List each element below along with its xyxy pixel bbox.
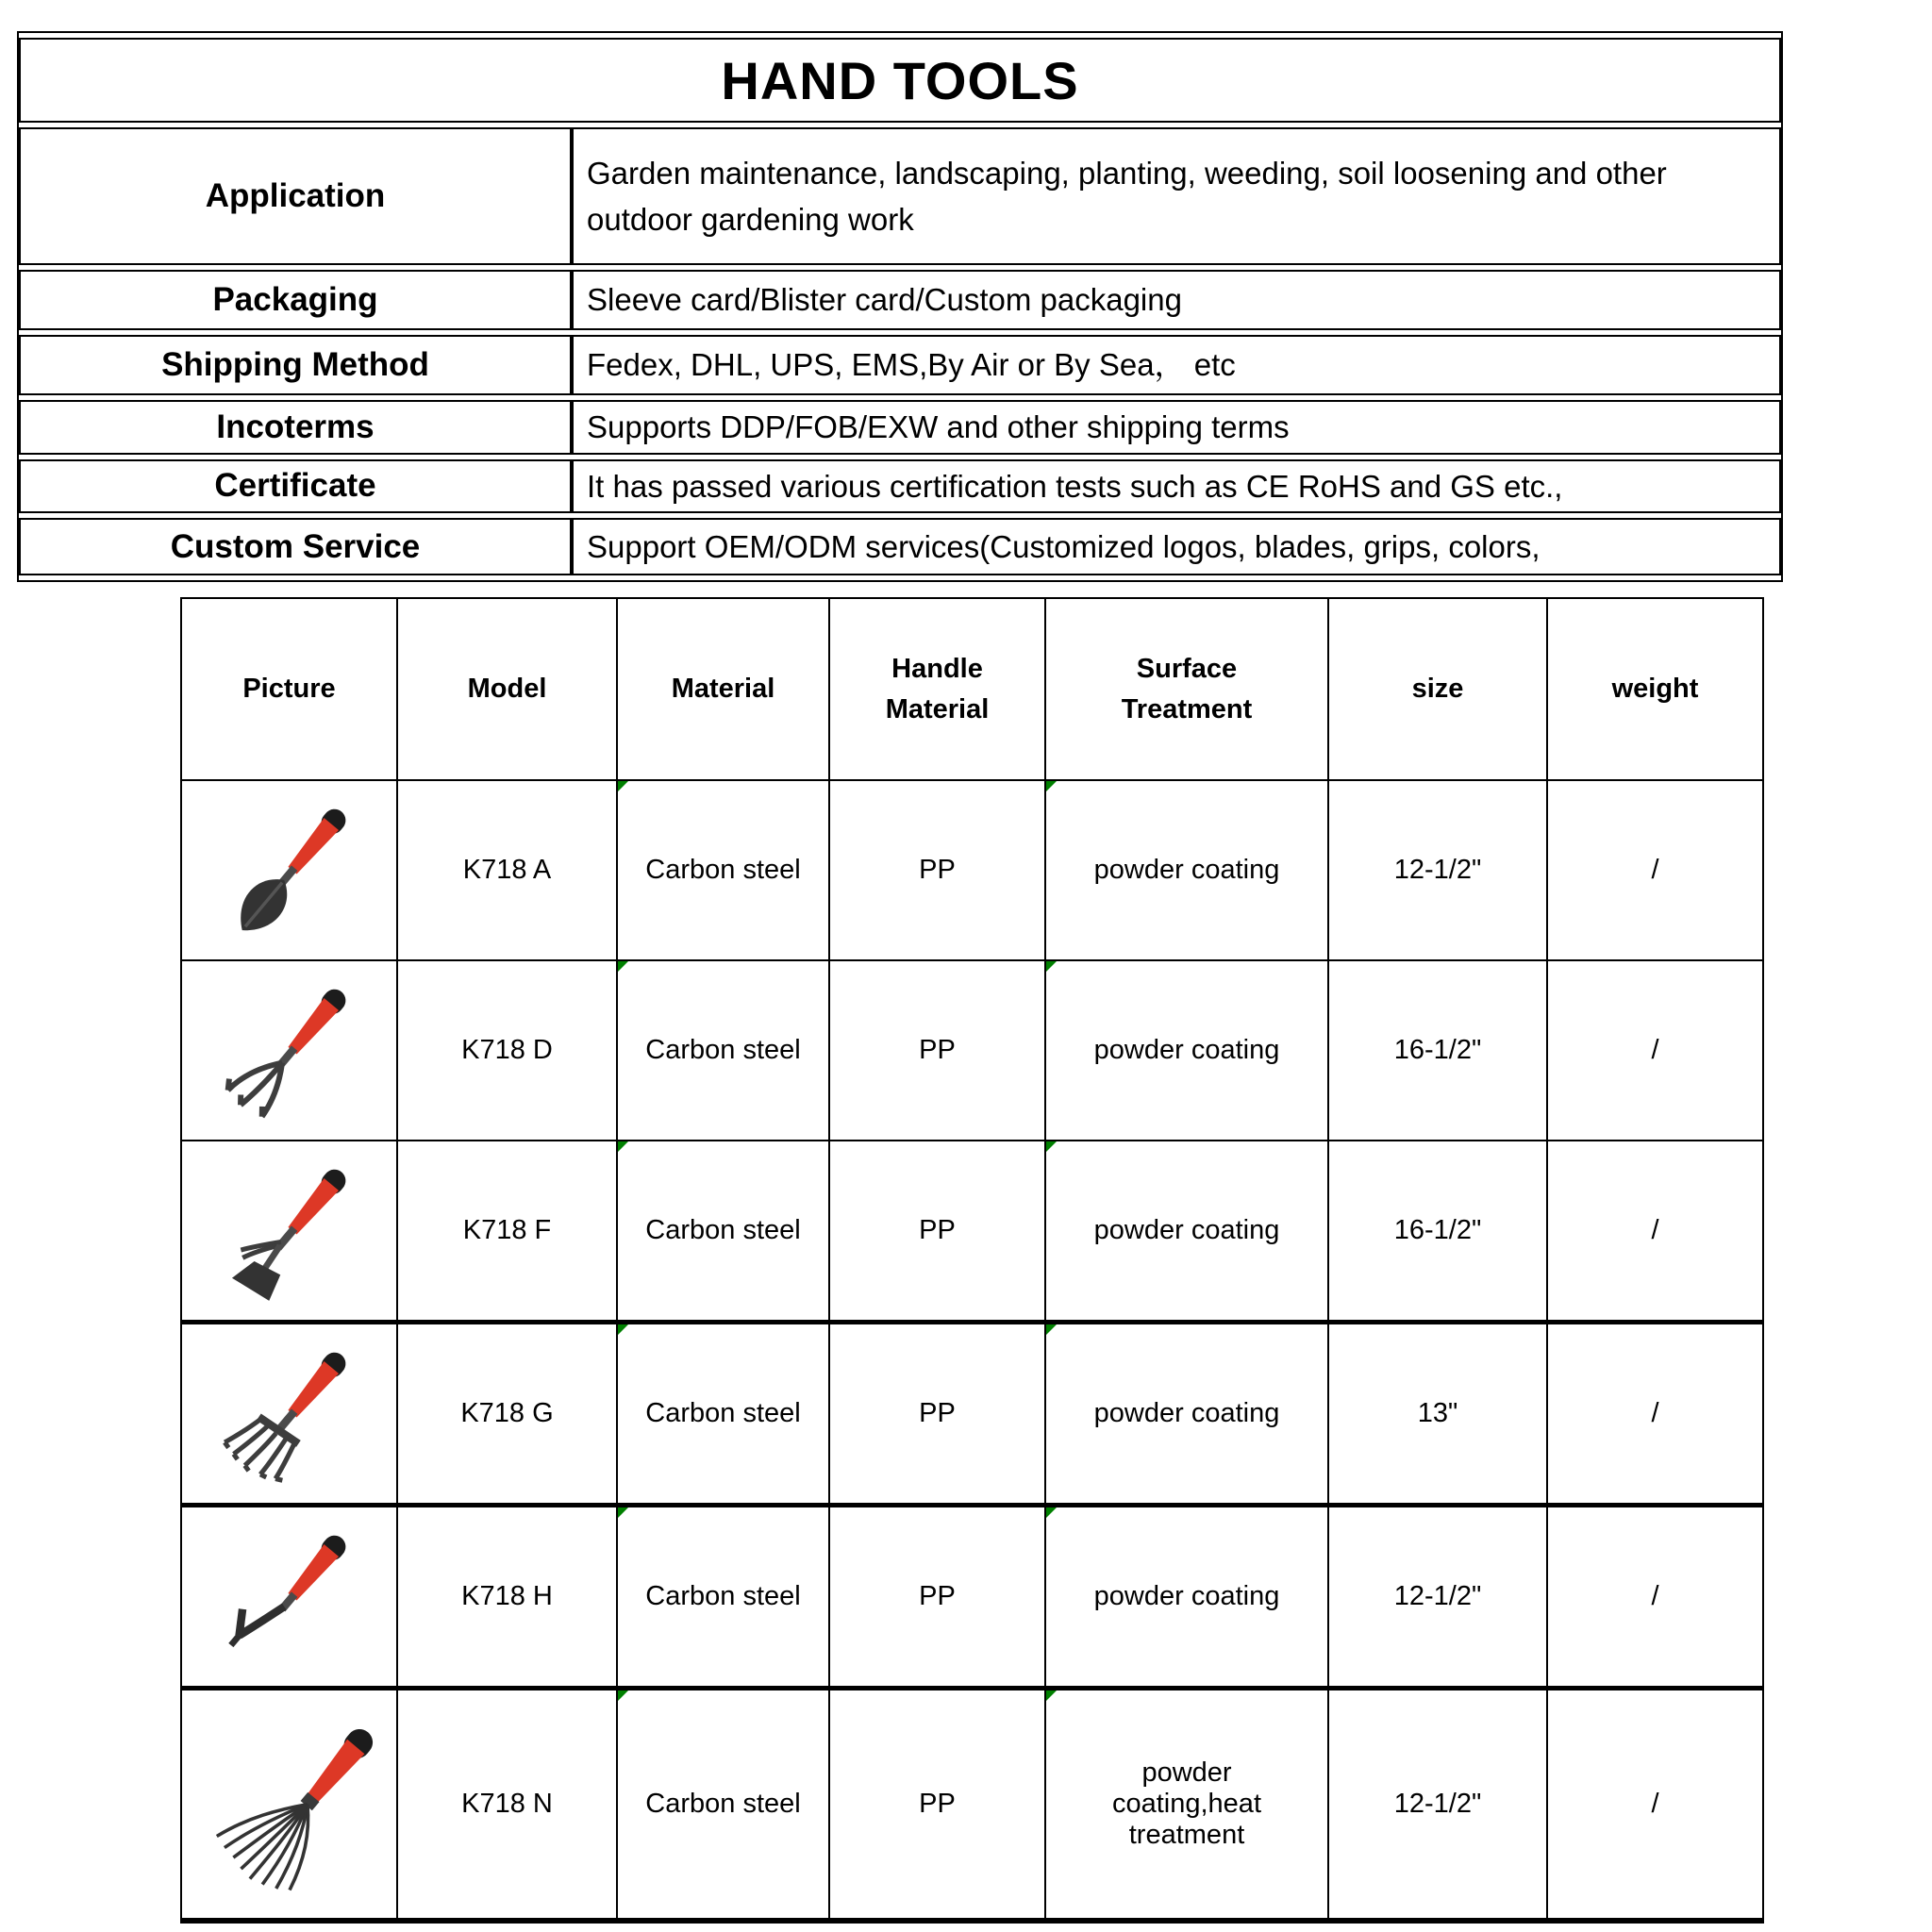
comment-marker-icon <box>1046 1690 1057 1701</box>
combo-hoe-icon <box>208 1147 376 1315</box>
material-cell: Carbon steel <box>617 1689 829 1922</box>
weight-cell: / <box>1547 1506 1763 1689</box>
header-row <box>181 598 1763 780</box>
page-title: HAND TOOLS <box>19 38 1781 123</box>
hand-cultivator-icon <box>208 967 376 1135</box>
surface-treatment-cell: powder coating <box>1045 780 1328 960</box>
size-cell: 12-1/2" <box>1328 1506 1547 1689</box>
spec-table <box>17 31 1783 582</box>
picture-cell <box>181 1689 397 1922</box>
column-header-material: Material <box>617 598 829 780</box>
table-row <box>181 780 1763 960</box>
spec-row-value-highlighted: Support OEM/ODM services(Customized logos, blades, grips, colors, <box>572 518 1781 575</box>
weight-cell: / <box>1547 780 1763 960</box>
spec-row-label: Certificate <box>19 459 572 514</box>
comment-marker-icon <box>1046 1141 1057 1152</box>
spec-row-value: It has passed various certification tests such as CE RoHS and GS etc., <box>572 459 1781 514</box>
comment-marker-icon <box>1046 1507 1057 1518</box>
handle-material-cell: PP <box>829 1506 1045 1689</box>
model-cell: K718 N <box>397 1689 617 1922</box>
handle-material-cell: PP <box>829 780 1045 960</box>
material-cell: Carbon steel <box>617 1506 829 1689</box>
weight-cell: / <box>1547 960 1763 1141</box>
comment-marker-icon <box>618 961 628 972</box>
comment-marker-icon <box>1046 781 1057 791</box>
garden-trowel-icon <box>208 787 376 955</box>
table-row <box>181 960 1763 1141</box>
weight-cell: / <box>1547 1323 1763 1506</box>
hand-rake-icon <box>208 1330 376 1498</box>
surface-treatment-cell: powder coating,heat treatment <box>1045 1689 1328 1922</box>
spec-row-label: Packaging <box>19 270 572 330</box>
model-cell: K718 G <box>397 1323 617 1506</box>
spec-row-value: Fedex, DHL, UPS, EMS,By Air or By Sea， etc <box>572 335 1781 395</box>
surface-treatment-cell: powder coating <box>1045 1141 1328 1323</box>
handle-material-cell: PP <box>829 1141 1045 1323</box>
handle-material-cell: PP <box>829 960 1045 1141</box>
size-cell: 13" <box>1328 1323 1547 1506</box>
column-header-model: Model <box>397 598 617 780</box>
material-cell: Carbon steel <box>617 960 829 1141</box>
handle-material-cell: PP <box>829 1323 1045 1506</box>
model-cell: K718 H <box>397 1506 617 1689</box>
fan-rake-icon <box>208 1701 397 1908</box>
comment-marker-icon <box>618 1507 628 1518</box>
surface-treatment-cell: powder coating <box>1045 1506 1328 1689</box>
material-cell: Carbon steel <box>617 1141 829 1323</box>
picture-cell <box>181 1141 397 1323</box>
column-header-picture: Picture <box>181 598 397 780</box>
comment-marker-icon <box>618 781 628 791</box>
comment-marker-icon <box>618 1690 628 1701</box>
comment-marker-icon <box>1046 1324 1057 1335</box>
column-header-size: size <box>1328 598 1547 780</box>
spec-row-value: Supports DDP/FOB/EXW and other shipping terms <box>572 400 1781 455</box>
product-table <box>180 597 1764 1924</box>
size-cell: 16-1/2" <box>1328 1141 1547 1323</box>
picture-cell <box>181 1506 397 1689</box>
comment-marker-icon <box>618 1141 628 1152</box>
size-cell: 16-1/2" <box>1328 960 1547 1141</box>
weeder-icon <box>208 1513 376 1681</box>
surface-treatment-cell: powder coating <box>1045 960 1328 1141</box>
spec-row-label: Custom Service <box>19 518 572 575</box>
column-header-surface-treatment: Surface Treatment <box>1045 598 1328 780</box>
spec-row-label: Application <box>19 127 572 265</box>
column-header-weight: weight <box>1547 598 1763 780</box>
material-cell: Carbon steel <box>617 780 829 960</box>
comment-marker-icon <box>1046 961 1057 972</box>
weight-cell: / <box>1547 1689 1763 1922</box>
spec-row-value: Sleeve card/Blister card/Custom packaging <box>572 270 1781 330</box>
table-row <box>181 1323 1763 1506</box>
spec-row-label: Shipping Method <box>19 335 572 395</box>
table-row <box>181 1141 1763 1323</box>
surface-treatment-cell: powder coating <box>1045 1323 1328 1506</box>
spec-row-value: Garden maintenance, landscaping, planting, weeding, soil loosening and other outdoor gardening work <box>572 127 1781 265</box>
picture-cell <box>181 960 397 1141</box>
weight-cell: / <box>1547 1141 1763 1323</box>
column-header-handle-material: Handle Material <box>829 598 1045 780</box>
comment-marker-icon <box>618 1324 628 1335</box>
material-cell: Carbon steel <box>617 1323 829 1506</box>
size-cell: 12-1/2" <box>1328 780 1547 960</box>
model-cell: K718 A <box>397 780 617 960</box>
table-row <box>181 1506 1763 1689</box>
model-cell: K718 F <box>397 1141 617 1323</box>
picture-cell <box>181 1323 397 1506</box>
model-cell: K718 D <box>397 960 617 1141</box>
handle-material-cell: PP <box>829 1689 1045 1922</box>
size-cell: 12-1/2" <box>1328 1689 1547 1922</box>
picture-cell <box>181 780 397 960</box>
spec-row-label: Incoterms <box>19 400 572 455</box>
table-row <box>181 1689 1763 1922</box>
